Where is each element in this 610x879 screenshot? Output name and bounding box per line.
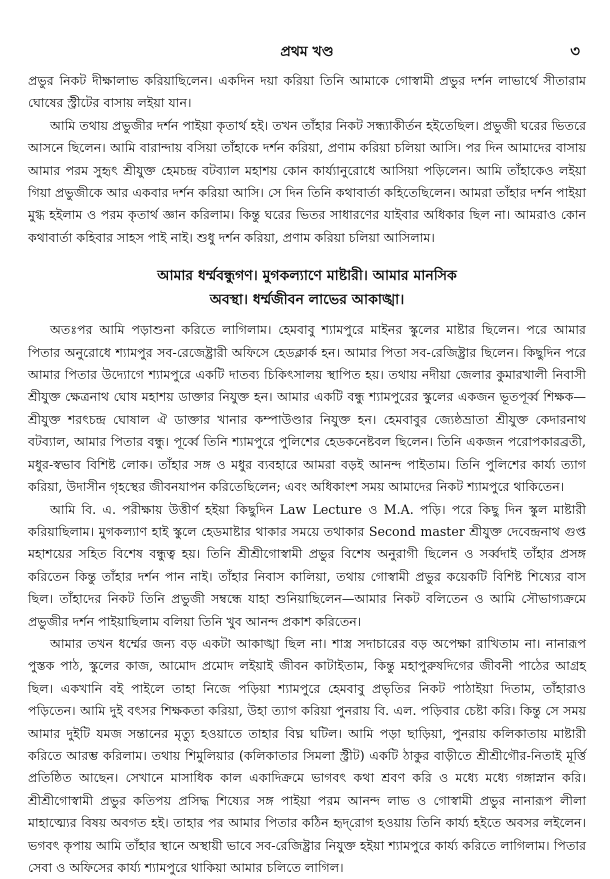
paragraph: আমি বি. এ. পরীক্ষায় উত্তীর্ণ হইয়া কিছুদিন Law Lecture ও M.A. পড়ি। পরে কিছু দিন স্কুল মাষ্টারী করিয়াছিলাম। মুগকল্যাণ হাই স্কুলে হেডমাষ্টার থাকার সময়ে তথাকার Second master শ্রীযুক্ত দেবেন্দ্রনাথ গুপ্ত মহাশয়ের সহিত বিশেষ বন্ধুত্ব হয়। তিনি শ্রীশ্রীগোস্বামী প্রভুর বিশেষ অনুরাগী ছিলেন ও সর্ব্বদাই তাঁহার প্রসঙ্গ করিতেন কিন্তু তাঁহার দর্শন পান নাই। তাঁহার নিবাস কালিয়া, তথায় গোস্বামী প্রভুর কয়েকটি বিশিষ্ট শিষ্যের বাস ছিল। তাঁহাদের নিকট তিনি প্রভুজী সম্বন্ধে যাহা শুনিয়াছিলেন—আমার নিকট বলিতেন ও আমি সৌভাগ্যক্রমে প্রভুজীর দর্শন পাইয়াছিলাম বলিয়া তিনি খুব আনন্দ প্রকাশ করিতেন। (28, 501, 586, 629)
section-heading (28, 264, 586, 312)
paragraph: আমি তথায় প্রভুজীর দর্শন পাইয়া কৃতার্থ হই। তখন তাঁহার নিকট সন্ধ্যাকীর্তন হইতেছিল। প্রভুজী ঘরের ভিতরে আসনে ছিলেন। আমি বারান্দায় বসিয়া তাঁহাকে দর্শন করিয়া, প্রণাম করিয়া চলিয়া আসি। পর দিন আমাদের বাসায় আমার পরম সুহৃৎ শ্রীযুক্ত হেমচন্দ্র বটব্যাল মহাশয় কোন কার্য্যানুরোধে আসিয়া পড়িলেন। আমি তাঁহাকেও লইয়া গিয়া প্রভুজীকে আর একবার দর্শন করিয়া আসি। সে দিন তিনি কথাবার্তা কহিতেছিলেন। আমরা তাঁহার দর্শন পাইয়া মুগ্ধ হইলাম ও পরম কৃতার্থ জ্ঞান করিলাম। কিন্তু ঘরের ভিতর সাধারণের যাইবার অধিকার ছিল না। আমরাও কোন কথাবার্তা কহিবার সাহস পাই নাই। শুধু দর্শন করিয়া, প্রণাম করিয়া চলিয়া আসিলাম। (28, 117, 586, 245)
section-heading-line: আমার ধর্ম্মবন্ধুগণ। মুগকল্যাণে মাষ্টারী। আমার মানসিক (157, 268, 457, 285)
page-number: ৩ (570, 42, 580, 60)
paragraph-continued: প্রভুর নিকট দীক্ষালাভ করিয়াছিলেন। একদিন দয়া করিয়া তিনি আমাকে গোস্বামী প্রভুর দর্শন লাভার্থে সীতারাম ঘোষের স্ট্রীটের বাসায় লইয়া যান। (28, 73, 586, 111)
paragraph: আমার তখন ধর্ম্মের জন্য বড় একটা আকাঙ্খা ছিল না। শাস্ত্র সদাচারের বড় অপেক্ষা রাখিতাম না। নানারূপ পুস্তক পাঠ, স্কুলের কাজ, আমোদ প্রমোদ লইয়াই জীবন কাটাইতাম, কিন্তু মহাপুরুষদিগের জীবনী পাঠের আগ্রহ ছিল। একখানি বই পাইলে তাহা নিজে পড়িয়া শ্যামপুরে হেমবাবু প্রভৃতির নিকট পাঠাইয়া দিতাম, তাঁহারাও পড়িতেন। আমি দুই বৎসর শিক্ষকতা করিয়া, উহা ত্যাগ করিয়া পুনরায় বি. এল. পড়িবার চেষ্টা করি। কিন্তু সে সময় আমার দুইটি যমজ সন্তানের মৃত্যু হওয়াতে তাহার বিঘ্ন ঘটিল। আমি পড়া ছাড়িয়া, পুনরায় কলিকাতায় মাষ্টারী করিতে আরম্ভ করিলাম। তথায় শিমুলিয়ার (কলিকাতার সিমলা স্ট্রীট) একটি ঠাকুর বাড়ীতে শ্রীশ্রীগৌর-নিতাই মূর্ত্তি প্রতিষ্ঠিত আছেন। সেখানে মাসাধিক কাল একাদিক্রমে ভাগবৎ কথা শ্রবণ করি ও মধ্যে মধ্যে গঙ্গাস্নান করি। শ্রীশ্রীগোস্বামী প্রভুর কতিপয় প্রসিদ্ধ শিষ্যের সঙ্গ পাইয়া পরম আনন্দ লাভ ও গোস্বামী প্রভুর নানারূপ লীলা মাহাত্ম্যের বিষয় অবগত হই। তাহার পর আমার পিতার কঠিন হৃদ্‌রোগ হওয়ায় তিনি কার্য্য হইতে অবসর লইলেন। ভগবৎ কৃপায় আমি তাঁহার স্থানে অস্থায়ী ভাবে সব-রেজিষ্ট্রার নিযুক্ত হইয়া শ্যামপুরে কার্য্য করিতে লাগিলাম। পিতার সেবা ও অফিসের কার্য্য শ্যামপুরে থাকিয়া আমার চলিতে লাগিল। (28, 635, 586, 875)
chapter-title: প্রথম খণ্ড (280, 44, 334, 60)
section-heading-line: অবস্থা। ধর্ম্মজীবন লাভের আকাঙ্খা। (209, 292, 405, 309)
paragraph: অতঃপর আমি পড়াশুনা করিতে লাগিলাম। হেমবাবু শ্যামপুরে মাইনর স্কুলের মাষ্টার ছিলেন। পরে আমার পিতার অনুরোধে শ্যামপুর সব-রেজেষ্ট্রারী অফিসে হেডক্লার্ক হন। আমার পিতা সব-রেজিষ্ট্রার ছিলেন। কিছুদিন পরে আমার পিতার উদ্যোগে শ্যামপুরে একটি দাতব্য চিকিৎসালয় স্থাপিত হয়। তথায় নদীয়া জেলার কুমারখালী নিবাসী শ্রীযুক্ত ক্ষেত্রনাথ ঘোষ মহাশয় ডাক্তার নিযুক্ত হন। আমার একটি বন্ধু শ্যামপুরের স্কুলের একজন ভূতপূর্ব্ব শিক্ষক—শ্রীযুক্ত শরৎচন্দ্র ঘোষাল ঐ ডাক্তার খানার কম্পাউণ্ডার নিযুক্ত হন। হেমবাবুর জ্যেষ্ঠভ্রাতা শ্রীযুক্ত কেদারনাথ বটব্যাল, আমার পিতার বন্ধু। পূর্ব্বে তিনি শ্যামপুরে পুলিশের হেডকনেষ্টবল ছিলেন। তিনি একজন পরোপকারব্রতী, মধুর-স্বভাব বিশিষ্ট লোক। তাঁহার সঙ্গ ও মধুর ব্যবহারে আমরা বড়ই আনন্দ পাইতাম। তিনি পুলিশের কার্য্য ত্যাগ করিয়া, উদাসীন গৃহস্থের জীবনযাপন করিতেছিলেন; এবং অধিকাংশ সময় আমাদের নিকট শ্যামপুরে থাকিতেন। (28, 322, 586, 495)
running-header (28, 40, 586, 70)
